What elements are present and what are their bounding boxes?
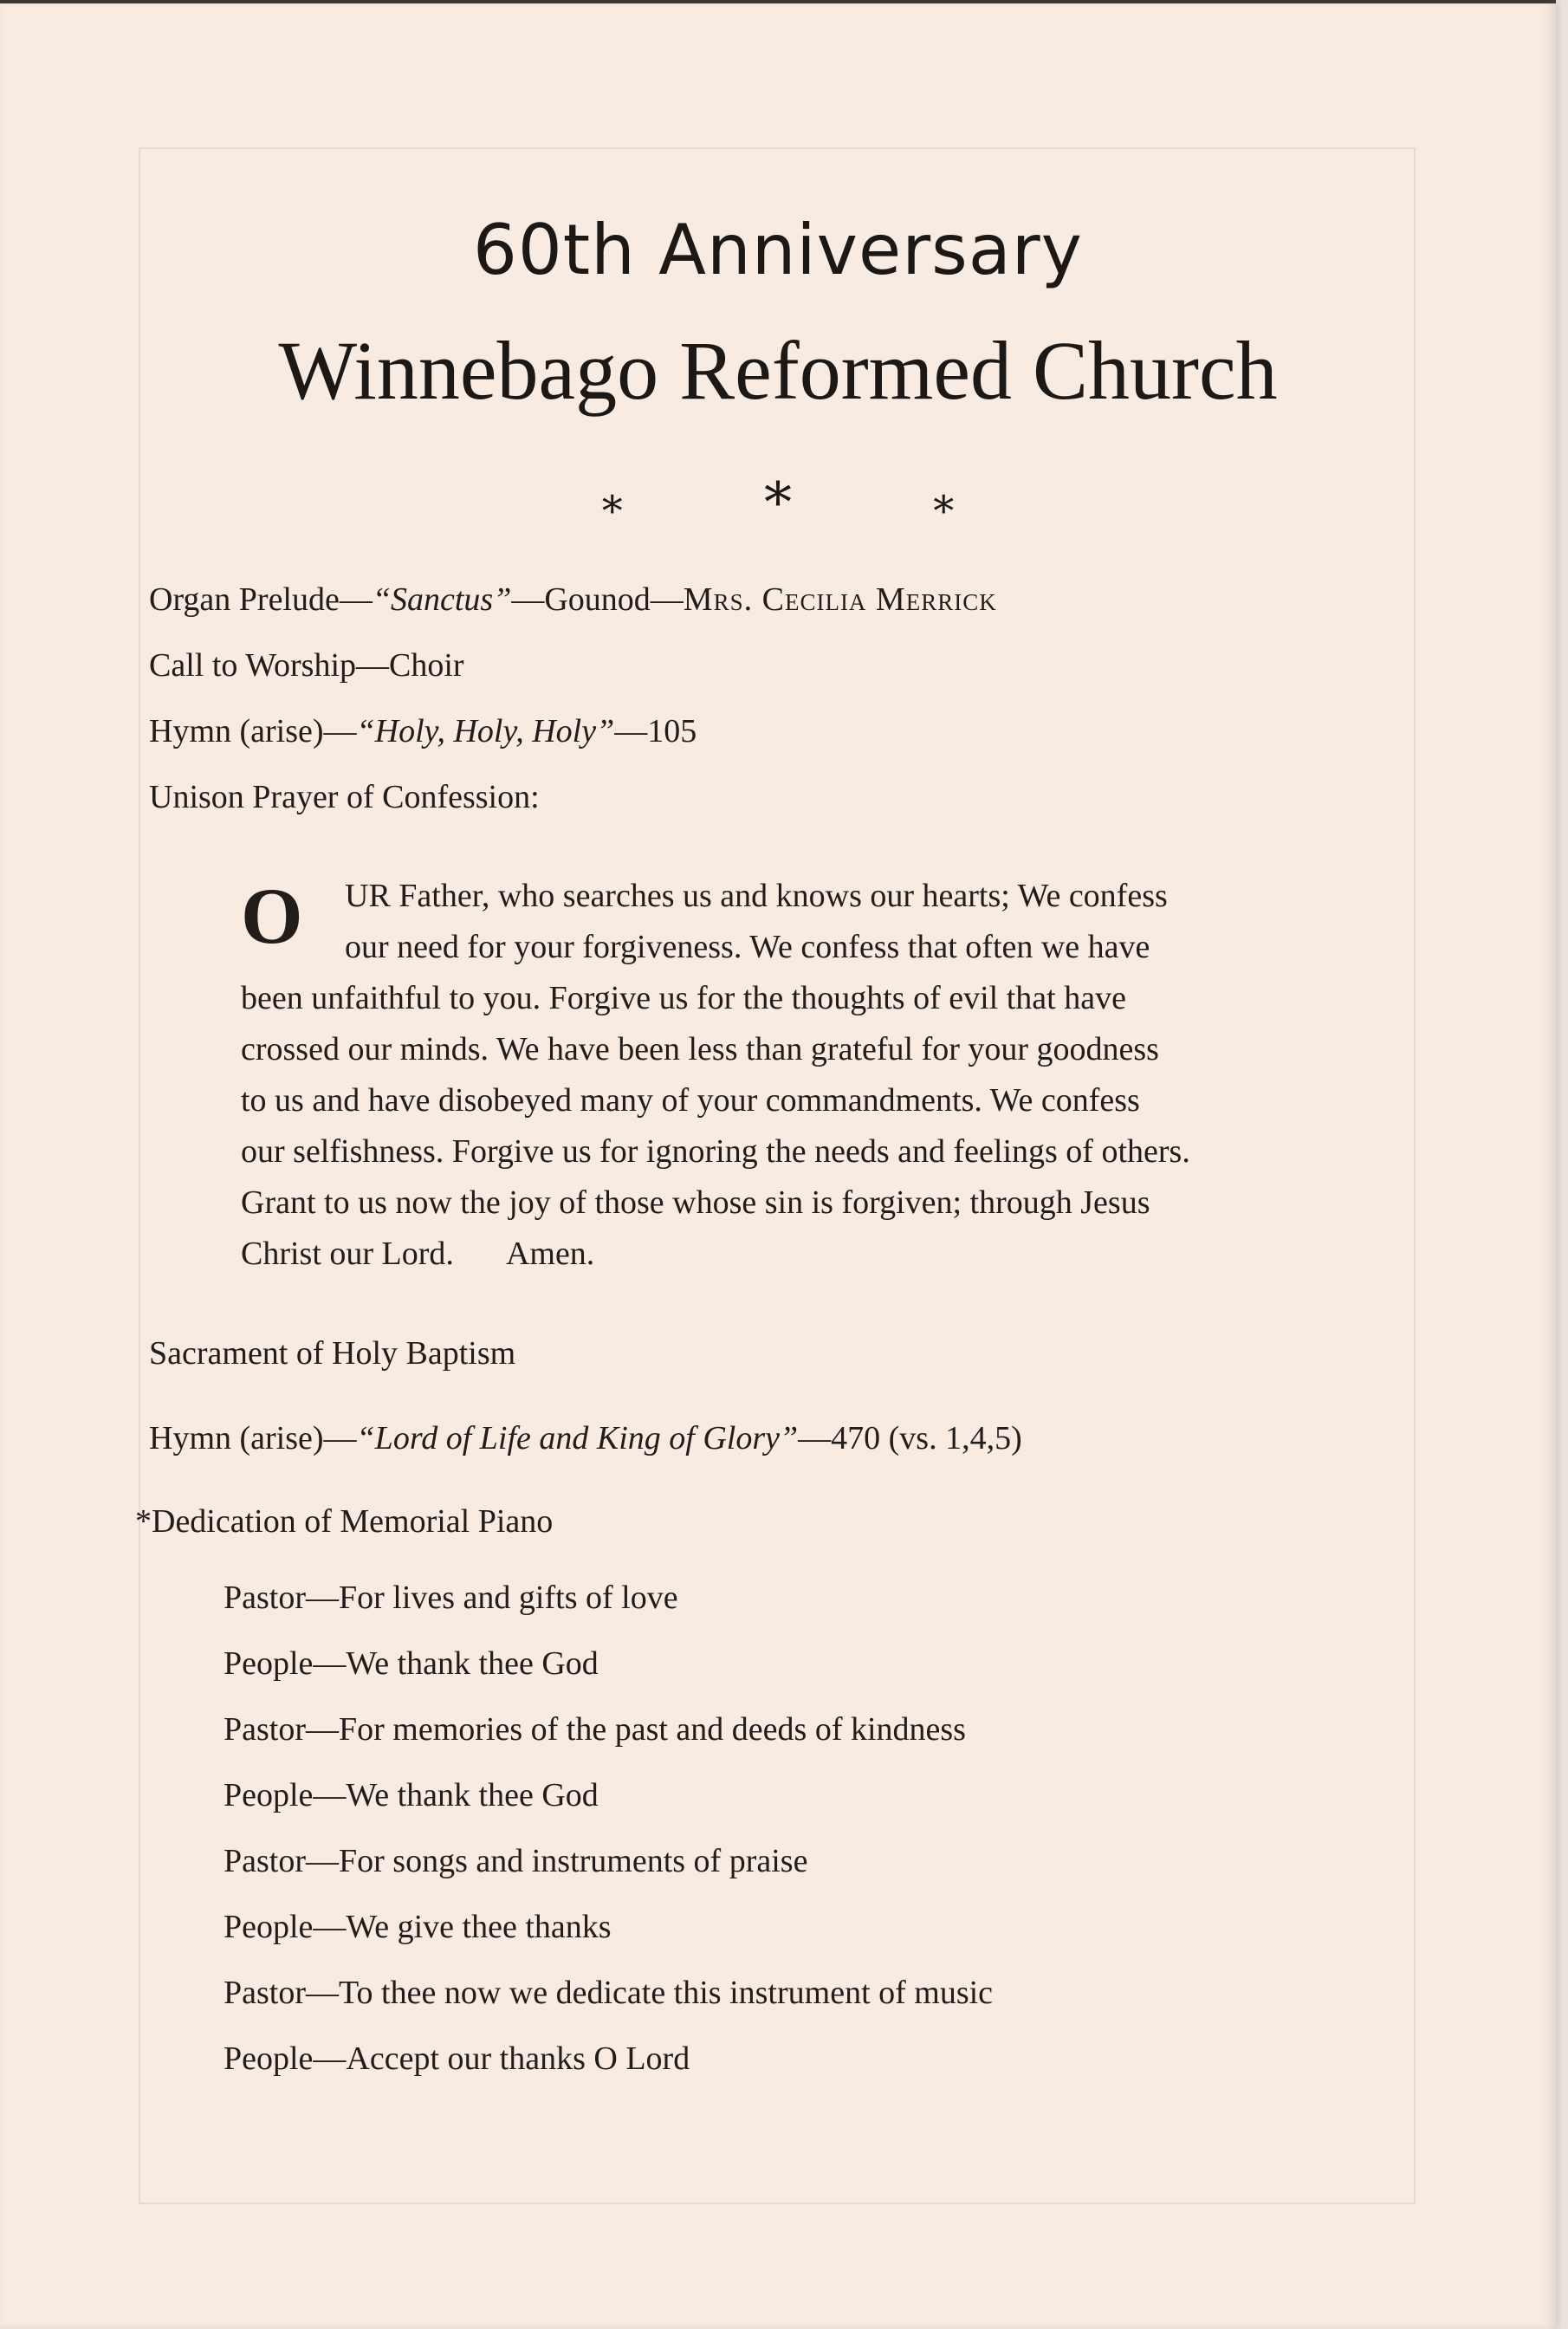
hymn-title: “Holy, Holy, Holy” [356,713,615,749]
litany-line: People—We thank thee God [224,1645,599,1682]
litany-line: Pastor—For lives and gifts of love [224,1580,678,1616]
star-icon: * [601,487,623,535]
prayer-line: our need for your forgiveness. We confess that often we have [345,929,1150,965]
prelude-performer: Mrs. Cecilia Merrick [683,581,997,618]
hymn-line: Hymn (arise)—“Holy, Holy, Holy”—105 [149,713,697,749]
litany-line: Pastor—For memories of the past and deeds of kindness [224,1711,966,1748]
organ-prelude-line: Organ Prelude—“Sanctus”—Gounod—Mrs. Cecilia Merrick [149,581,997,618]
sacrament-line: Sacrament of Holy Baptism [149,1335,516,1372]
hymn-line: Hymn (arise)—“Lord of Life and King of Glory”—470 (vs. 1,4,5) [149,1420,1022,1456]
prelude-piece: “Sanctus” [372,581,512,618]
hymn-title: “Lord of Life and King of Glory” [356,1420,799,1456]
confession-prayer [241,871,1315,1280]
litany-line: People—Accept our thanks O Lord [224,2040,690,2077]
litany-list [224,1579,993,2105]
prayer-line: our selfishness. Forgive us for ignoring the needs and feelings of others. [241,1133,1190,1170]
anniversary-heading: 60th Anniversary [472,210,1084,290]
prayer-line: Grant to us now the joy of those whose sin is forgiven; through Jesus [241,1184,1150,1221]
star-ornament [0,471,1556,539]
litany-line: People—We give thee thanks [224,1909,612,1945]
dedication-line: *Dedication of Memorial Piano [135,1503,554,1540]
prayer-line: crossed our minds. We have been less than grateful for your goodness [241,1031,1159,1067]
litany-line: Pastor—To thee now we dedicate this instrument of music [224,1975,994,2011]
page-top-edge [0,0,1556,3]
star-icon: * [933,487,955,535]
star-icon: * [764,471,792,535]
drop-cap: O [241,872,303,960]
unison-prayer-line: Unison Prayer of Confession: [149,779,540,815]
amen: Amen. [505,1236,595,1272]
prayer-line: Christ our Lord. Amen. [241,1236,595,1272]
litany-line: People—We thank thee God [224,1777,599,1813]
call-to-worship-line: Call to Worship—Choir [149,647,464,684]
litany-line: Pastor—For songs and instruments of praise [224,1843,808,1879]
church-name-heading: Winnebago Reformed Church [278,324,1278,417]
prayer-line: to us and have disobeyed many of your commandments. We confess [241,1082,1140,1119]
prayer-line: UR Father, who searches us and knows our hearts; We confess [345,878,1168,914]
prayer-line: been unfaithful to you. Forgive us for the thoughts of evil that have [241,980,1126,1016]
